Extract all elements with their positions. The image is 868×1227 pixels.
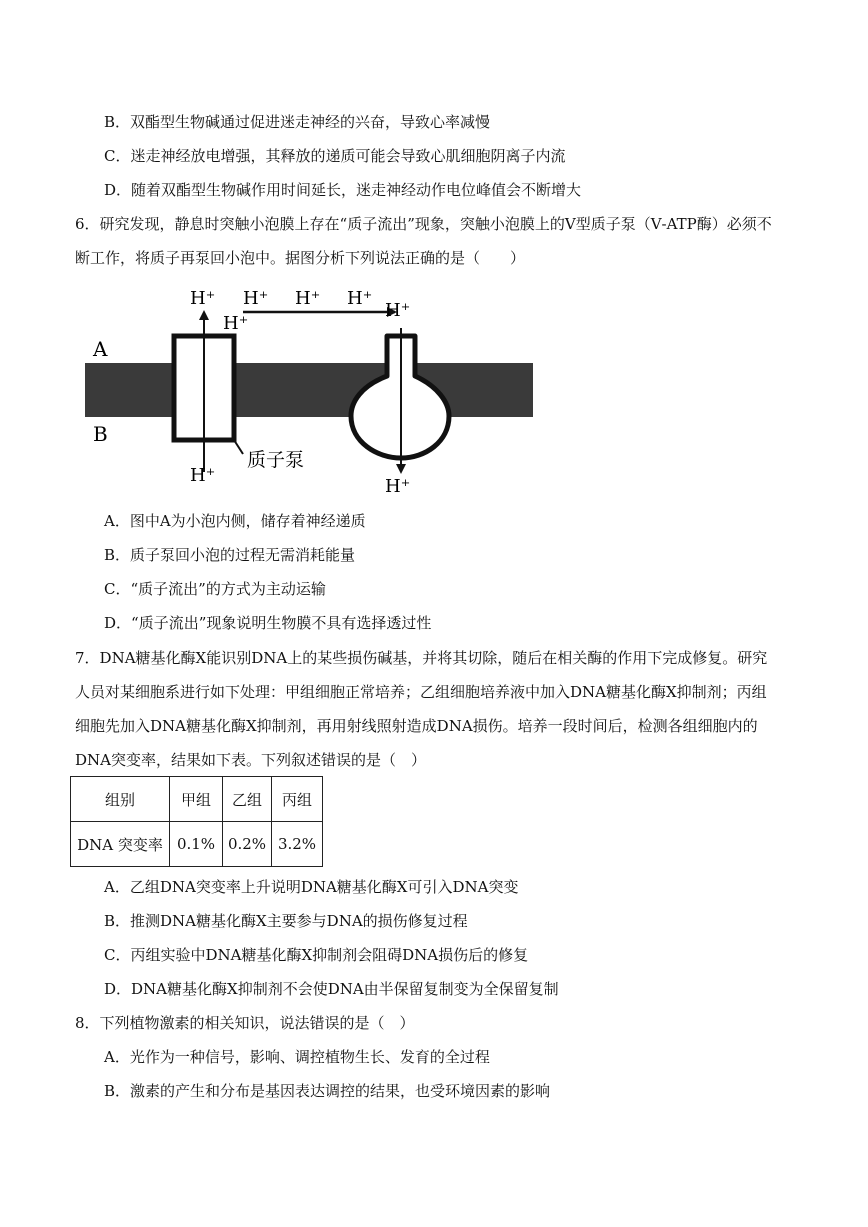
q7-stem-line2: 人员对某细胞系进行如下处理：甲组细胞正常培养；乙组细胞培养液中加入DNA糖基化酶X抑制剂；丙组 xyxy=(75,683,767,701)
ion-flow-2: H⁺ xyxy=(295,288,321,309)
q6-option-b: B．质子泵回小泡的过程无需消耗能量 xyxy=(104,546,356,564)
q6-option-d: D．“质子流出”现象说明生物膜不具有选择透过性 xyxy=(104,614,432,632)
q7-stem-line3: 细胞先加入DNA糖基化酶X抑制剂，再用射线照射造成DNA损伤。培养一段时间后，检测各组细胞内的 xyxy=(75,717,758,735)
table-header-cell: 丙组 xyxy=(272,777,323,822)
mutation-rate-table xyxy=(70,776,323,867)
q5-option-c: C．迷走神经放电增强，其释放的递质可能会导致心肌细胞阴离子内流 xyxy=(104,147,566,165)
q7-option-d: D．DNA糖基化酶X抑制剂不会使DNA由半保留复制变为全保留复制 xyxy=(104,980,559,998)
pump-label: 质子泵 xyxy=(247,449,305,471)
pump-label-leader xyxy=(234,440,243,454)
q7-option-b: B．推测DNA糖基化酶X主要参与DNA的损伤修复过程 xyxy=(104,912,468,930)
q7-stem-line1: 7．DNA糖基化酶X能识别DNA上的某些损伤碱基，并将其切除，随后在相关酶的作用下完成修复。研究 xyxy=(75,649,768,667)
q7-option-a: A．乙组DNA突变率上升说明DNA糖基化酶X可引入DNA突变 xyxy=(104,878,519,896)
q6-stem-line2: 断工作，将质子再泵回小泡中。据图分析下列说法正确的是（ ） xyxy=(75,249,526,267)
table-header-cell: 甲组 xyxy=(170,777,223,822)
q8-stem: 8．下列植物激素的相关知识，说法错误的是（ ） xyxy=(75,1014,415,1032)
q6-option-c: C．“质子流出”的方式为主动运输 xyxy=(104,580,326,598)
q6-option-a: A．图中A为小泡内侧，储存着神经递质 xyxy=(104,512,366,530)
ion-pump-bottom: H⁺ xyxy=(190,465,216,486)
table-header-row xyxy=(71,777,323,822)
table-cell: 0.2% xyxy=(223,822,272,867)
proton-pump-diagram xyxy=(75,278,555,498)
table-cell: DNA 突变率 xyxy=(71,822,170,867)
q6-stem-line1: 6．研究发现，静息时突触小泡膜上存在“质子流出”现象，突触小泡膜上的Ⅴ型质子泵（Ⅴ-ATP酶）必须不 xyxy=(75,215,772,233)
table-header-cell: 组别 xyxy=(71,777,170,822)
ion-flow-1: H⁺ xyxy=(243,288,269,309)
table-cell: 0.1% xyxy=(170,822,223,867)
ion-pump-top: H⁺ xyxy=(190,288,216,309)
q7-option-c: C．丙组实验中DNA糖基化酶X抑制剂会阻碍DNA损伤后的修复 xyxy=(104,946,529,964)
ion-channel-top: H⁺ xyxy=(385,300,411,321)
ion-flow-3: H⁺ xyxy=(347,288,373,309)
q5-option-b: B．双酯型生物碱通过促进迷走神经的兴奋，导致心率减慢 xyxy=(104,113,491,131)
q8-option-b: B．激素的产生和分布是基因表达调控的结果，也受环境因素的影响 xyxy=(104,1082,551,1100)
q5-option-d: D．随着双酯型生物碱作用时间延长，迷走神经动作电位峰值会不断增大 xyxy=(104,181,582,199)
ion-flow-4: H⁺ xyxy=(223,313,249,334)
side-label-b: B xyxy=(93,422,108,446)
table-row xyxy=(71,822,323,867)
membrane-band xyxy=(85,363,533,417)
q7-stem-line4: DNA突变率，结果如下表。下列叙述错误的是（ ） xyxy=(75,751,426,769)
table-cell: 3.2% xyxy=(272,822,323,867)
ion-channel-bottom: H⁺ xyxy=(385,476,411,497)
q8-option-a: A．光作为一种信号，影响、调控植物生长、发育的全过程 xyxy=(104,1048,490,1066)
table-header-cell: 乙组 xyxy=(223,777,272,822)
side-label-a: A xyxy=(93,337,108,361)
